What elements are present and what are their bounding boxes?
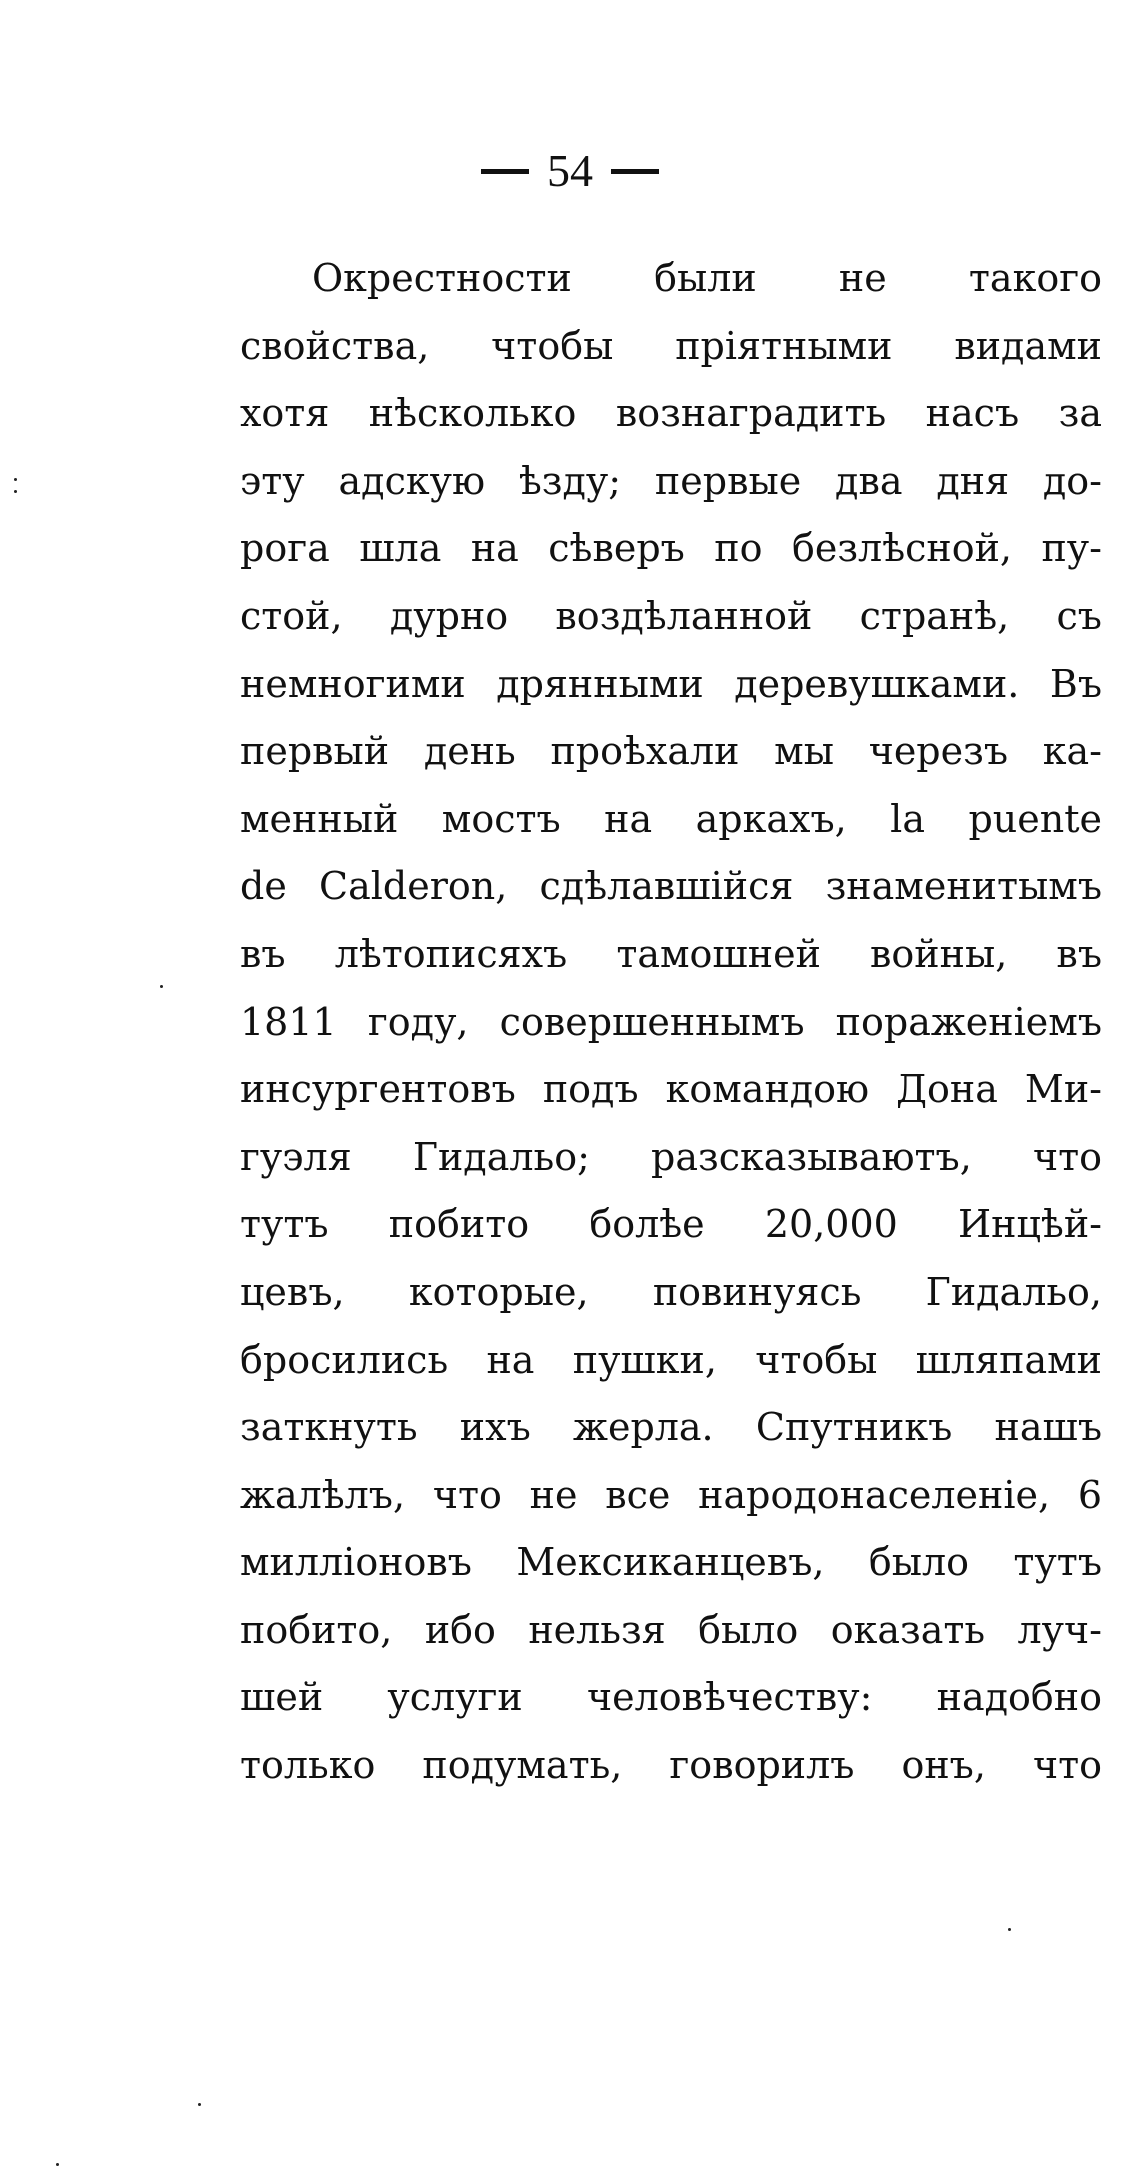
text-line: рога шла на сѣверъ по безлѣсной, пу- bbox=[240, 526, 1102, 571]
text-line: менный мостъ на аркахъ, la puente bbox=[240, 796, 1102, 841]
text-line: первый день проѣхали мы черезъ ка- bbox=[240, 729, 1102, 774]
text-line: немногими дрянными деревушками. Въ bbox=[240, 661, 1102, 706]
text-line: милліоновъ Мексиканцевъ, было тутъ bbox=[240, 1540, 1102, 1585]
scan-speck bbox=[198, 2103, 201, 2106]
text-line: инсургентовъ подъ командою Дона Ми- bbox=[240, 1067, 1102, 1112]
text-line: жалѣлъ, что не все народонаселеніе, 6 bbox=[240, 1472, 1102, 1517]
scan-speck bbox=[1008, 1928, 1011, 1931]
page-number: 54 bbox=[547, 145, 593, 196]
page-header bbox=[0, 145, 1140, 196]
scan-speck bbox=[160, 985, 163, 988]
text-line: цевъ, которые, повинуясь Гидальо, bbox=[240, 1269, 1102, 1314]
text-line: хотя нѣсколько вознаградить насъ за bbox=[240, 391, 1102, 436]
right-dash bbox=[611, 169, 659, 174]
body-text bbox=[240, 245, 1102, 1800]
text-line: въ лѣтописяхъ тамошней войны, въ bbox=[240, 931, 1102, 976]
text-line: бросились на пушки, чтобы шляпами bbox=[240, 1337, 1102, 1382]
text-line: 1811 году, совершеннымъ пораженіемъ bbox=[240, 999, 1102, 1044]
text-line: только подумать, говорилъ онъ, что bbox=[240, 1743, 1102, 1788]
text-line: эту адскую ѣзду; первые два дня до- bbox=[240, 458, 1102, 503]
scan-speck bbox=[14, 490, 17, 493]
text-line: Окрестности были не такого bbox=[312, 256, 1102, 300]
left-dash bbox=[481, 169, 529, 174]
text-line: стой, дурно воздѣланной странѣ, съ bbox=[240, 593, 1102, 638]
text-line: тутъ побито болѣе 20,000 Инцѣй- bbox=[240, 1202, 1102, 1247]
text-line: побито, ибо нельзя было оказать луч- bbox=[240, 1607, 1102, 1652]
text-line: шей услуги человѣчеству: надобно bbox=[240, 1675, 1102, 1720]
text-line: заткнуть ихъ жерла. Спутникъ нашъ bbox=[240, 1405, 1102, 1450]
scan-speck bbox=[14, 478, 17, 481]
text-line: de Calderon, сдѣлавшійся знаменитымъ bbox=[240, 864, 1102, 909]
scan-speck bbox=[56, 2163, 59, 2166]
text-line: гуэля Гидальо; разсказываютъ, что bbox=[240, 1134, 1102, 1179]
text-line: свойства, чтобы пріятными видами bbox=[240, 323, 1102, 368]
